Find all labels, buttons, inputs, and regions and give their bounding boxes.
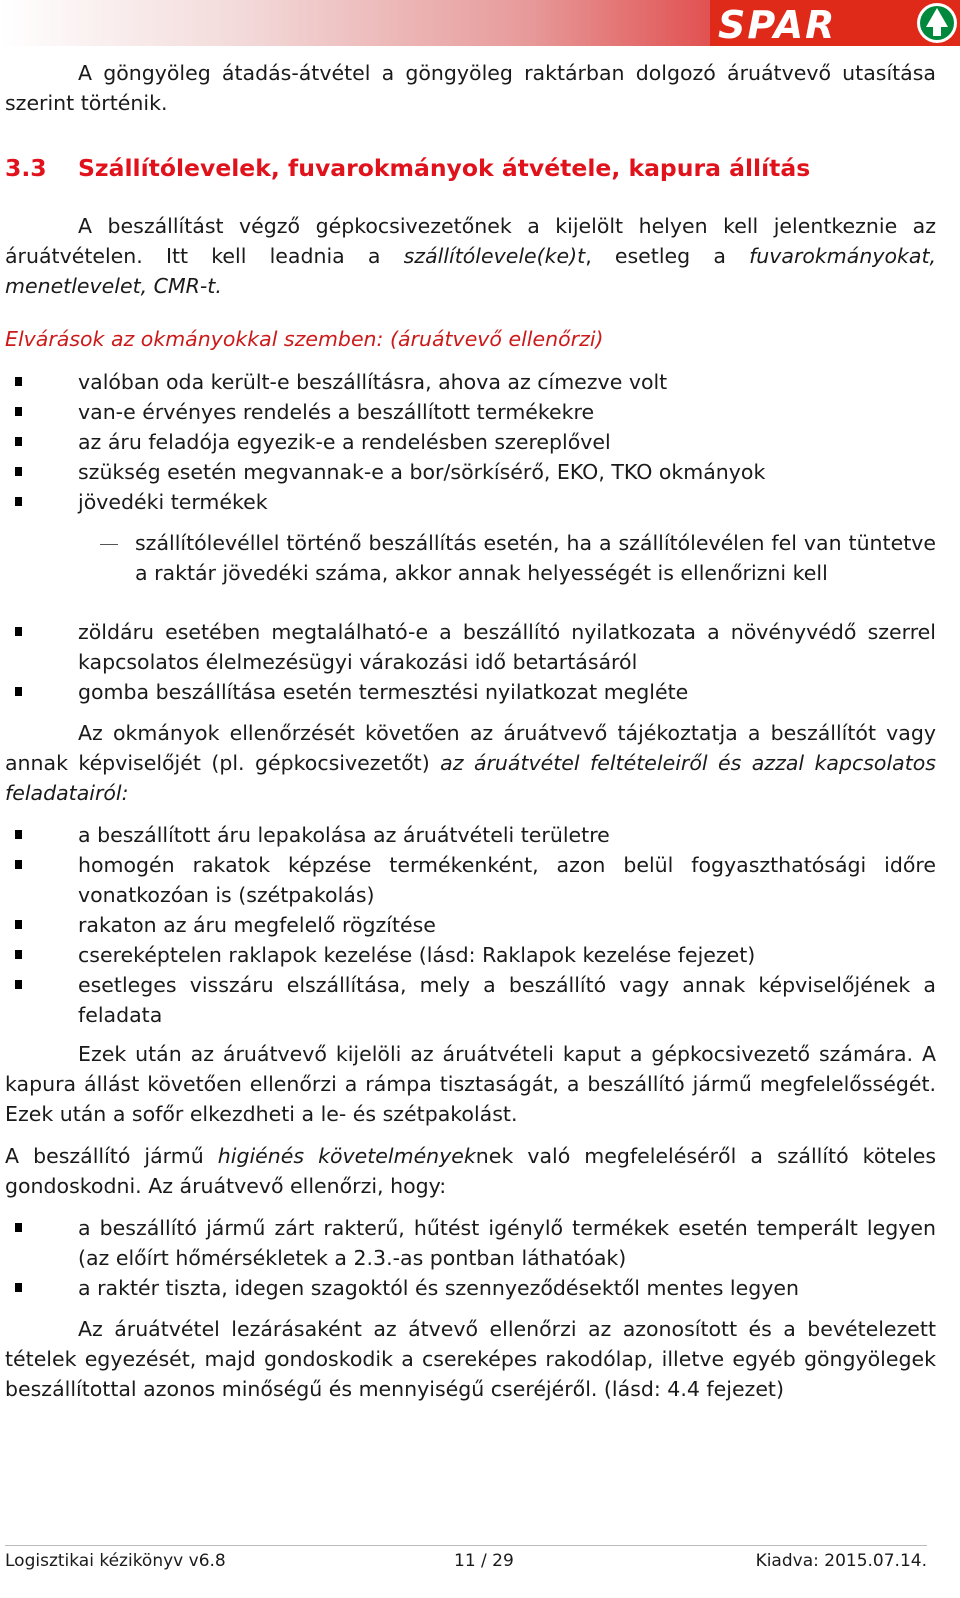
- list-tasks: [5, 820, 936, 1030]
- paragraph-closing: Az áruátvétel lezárásaként az átvevő ellenőrzi az azonosított és a bevételezett tételek egyezését, majd gondoskodik a csereképes rakodólap, illetve egyéb göngyölegek beszállítottal azonos minőségű és mennyiségű cseréjéről. (lásd: 4.4 fejezet): [5, 1317, 936, 1401]
- text-run-italic: az áruátvétel feltételeiről és azzal kapcsolatos feladatairól:: [5, 751, 936, 805]
- text-run: , esetleg a: [585, 244, 750, 268]
- list-vehicle-checks: [5, 1213, 936, 1303]
- section-number: 3.3: [5, 154, 47, 182]
- text-run-italic: fuvarokmányokat, menetlevelet, CMR-t.: [5, 244, 936, 298]
- paragraph-hygiene: [5, 1141, 936, 1201]
- spar-logo-text: SPAR: [718, 3, 837, 46]
- list-item: a beszállított áru lepakolása az áruátvételi területre: [5, 820, 936, 850]
- list-item: csereképtelen raklapok kezelése (lásd: Raklapok kezelése fejezet): [5, 940, 936, 970]
- list-item: van-e érvényes rendelés a beszállított termékekre: [5, 397, 936, 427]
- list-item: valóban oda került-e beszállításra, ahova az címezve volt: [5, 367, 936, 397]
- text-run: nek való megfeleléséről a szállító köteles gondoskodni. Az áruátvevő ellenőrzi, hogy:: [5, 1144, 936, 1198]
- list-item: a beszállító jármű zárt rakterű, hűtést igénylő termékek esetén temperált legyen (az előírt hőmérsékletek a 2.3.-as pontban láthatóak): [5, 1213, 936, 1273]
- text-run: A beszállító jármű: [5, 1144, 218, 1168]
- subtitle-expectations: Elvárások az okmányokkal szemben: (áruátvevő ellenőrzi): [5, 327, 604, 351]
- list-item: gomba beszállítása esetén termesztési nyilatkozat megléte: [5, 677, 936, 707]
- list-item: szükség esetén megvannak-e a bor/sörkísérő, EKO, TKO okmányok: [5, 457, 936, 487]
- spar-logo: [710, 0, 960, 46]
- list-item: homogén rakatok képzése termékenként, azon belül fogyaszthatósági időre vonatkozóan is (szétpakolás): [5, 850, 936, 910]
- text-run: Az okmányok ellenőrzését követően az áruátvevő tájékoztatja a beszállítót vagy annak képviselőjét (pl. gépkocsivezetőt): [5, 721, 936, 775]
- dash-item-excise: szállítólevéllel történő beszállítás esetén, ha a szállítólevélen fel van tüntetve a raktár jövedéki száma, akkor annak helyességét is ellenőrizni kell: [135, 531, 936, 585]
- list-item: az áru feladója egyezik-e a rendelésben szereplővel: [5, 427, 936, 457]
- page-footer: [5, 1545, 927, 1570]
- list-item: esetleges visszáru elszállítása, mely a beszállító vagy annak képviselőjének a feladata: [5, 970, 936, 1030]
- paragraph-inform-supplier: [5, 718, 936, 808]
- footer-release-date: Kiadva: 2015.07.14.: [755, 1551, 927, 1571]
- text-run: A beszállítást végző gépkocsivezetőnek a kijelölt helyen kell jelentkeznie az áruátvételen. Itt kell leadnia a: [5, 214, 936, 268]
- dash-marker: [100, 544, 118, 545]
- text-run-italic: higiénés követelmények: [217, 1144, 476, 1168]
- paragraph-gate: Ezek után az áruátvevő kijelöli az áruátvételi kaput a gépkocsivezető számára. A kapura állást követően ellenőrzi a rámpa tisztaságát, a beszállító jármű megfelelősségét. Ezek után a sofőr elkezdheti a le- és szétpakolást.: [5, 1042, 936, 1126]
- text-run-italic: szállítólevele(ke)t: [403, 244, 586, 268]
- section-title: Szállítólevelek, fuvarokmányok átvétele, kapura állítás: [78, 154, 811, 182]
- list-item: a raktér tiszta, idegen szagoktól és szennyeződésektől mentes legyen: [5, 1273, 936, 1303]
- footer-page-number: 11 / 29: [454, 1551, 514, 1571]
- paragraph-delivery-note: [5, 211, 936, 301]
- list-item: jövedéki termékek: [5, 487, 936, 517]
- footer-document-title: Logisztikai kézikönyv v6.8: [5, 1551, 226, 1571]
- paragraph-goongyoleg: A göngyöleg átadás-átvétel a göngyöleg raktárban dolgozó áruátvevő utasítása szerint történik.: [5, 61, 936, 115]
- list-item: rakaton az áru megfelelő rögzítése: [5, 910, 936, 940]
- list-expectations: [5, 367, 936, 517]
- list-item: zöldáru esetében megtalálható-e a beszállító nyilatkozata a növényvédő szerrel kapcsolatos élelmezésügyi várakozási idő betartásáról: [5, 617, 936, 677]
- list-expectations-continued: [5, 617, 936, 707]
- section-heading: [5, 153, 936, 183]
